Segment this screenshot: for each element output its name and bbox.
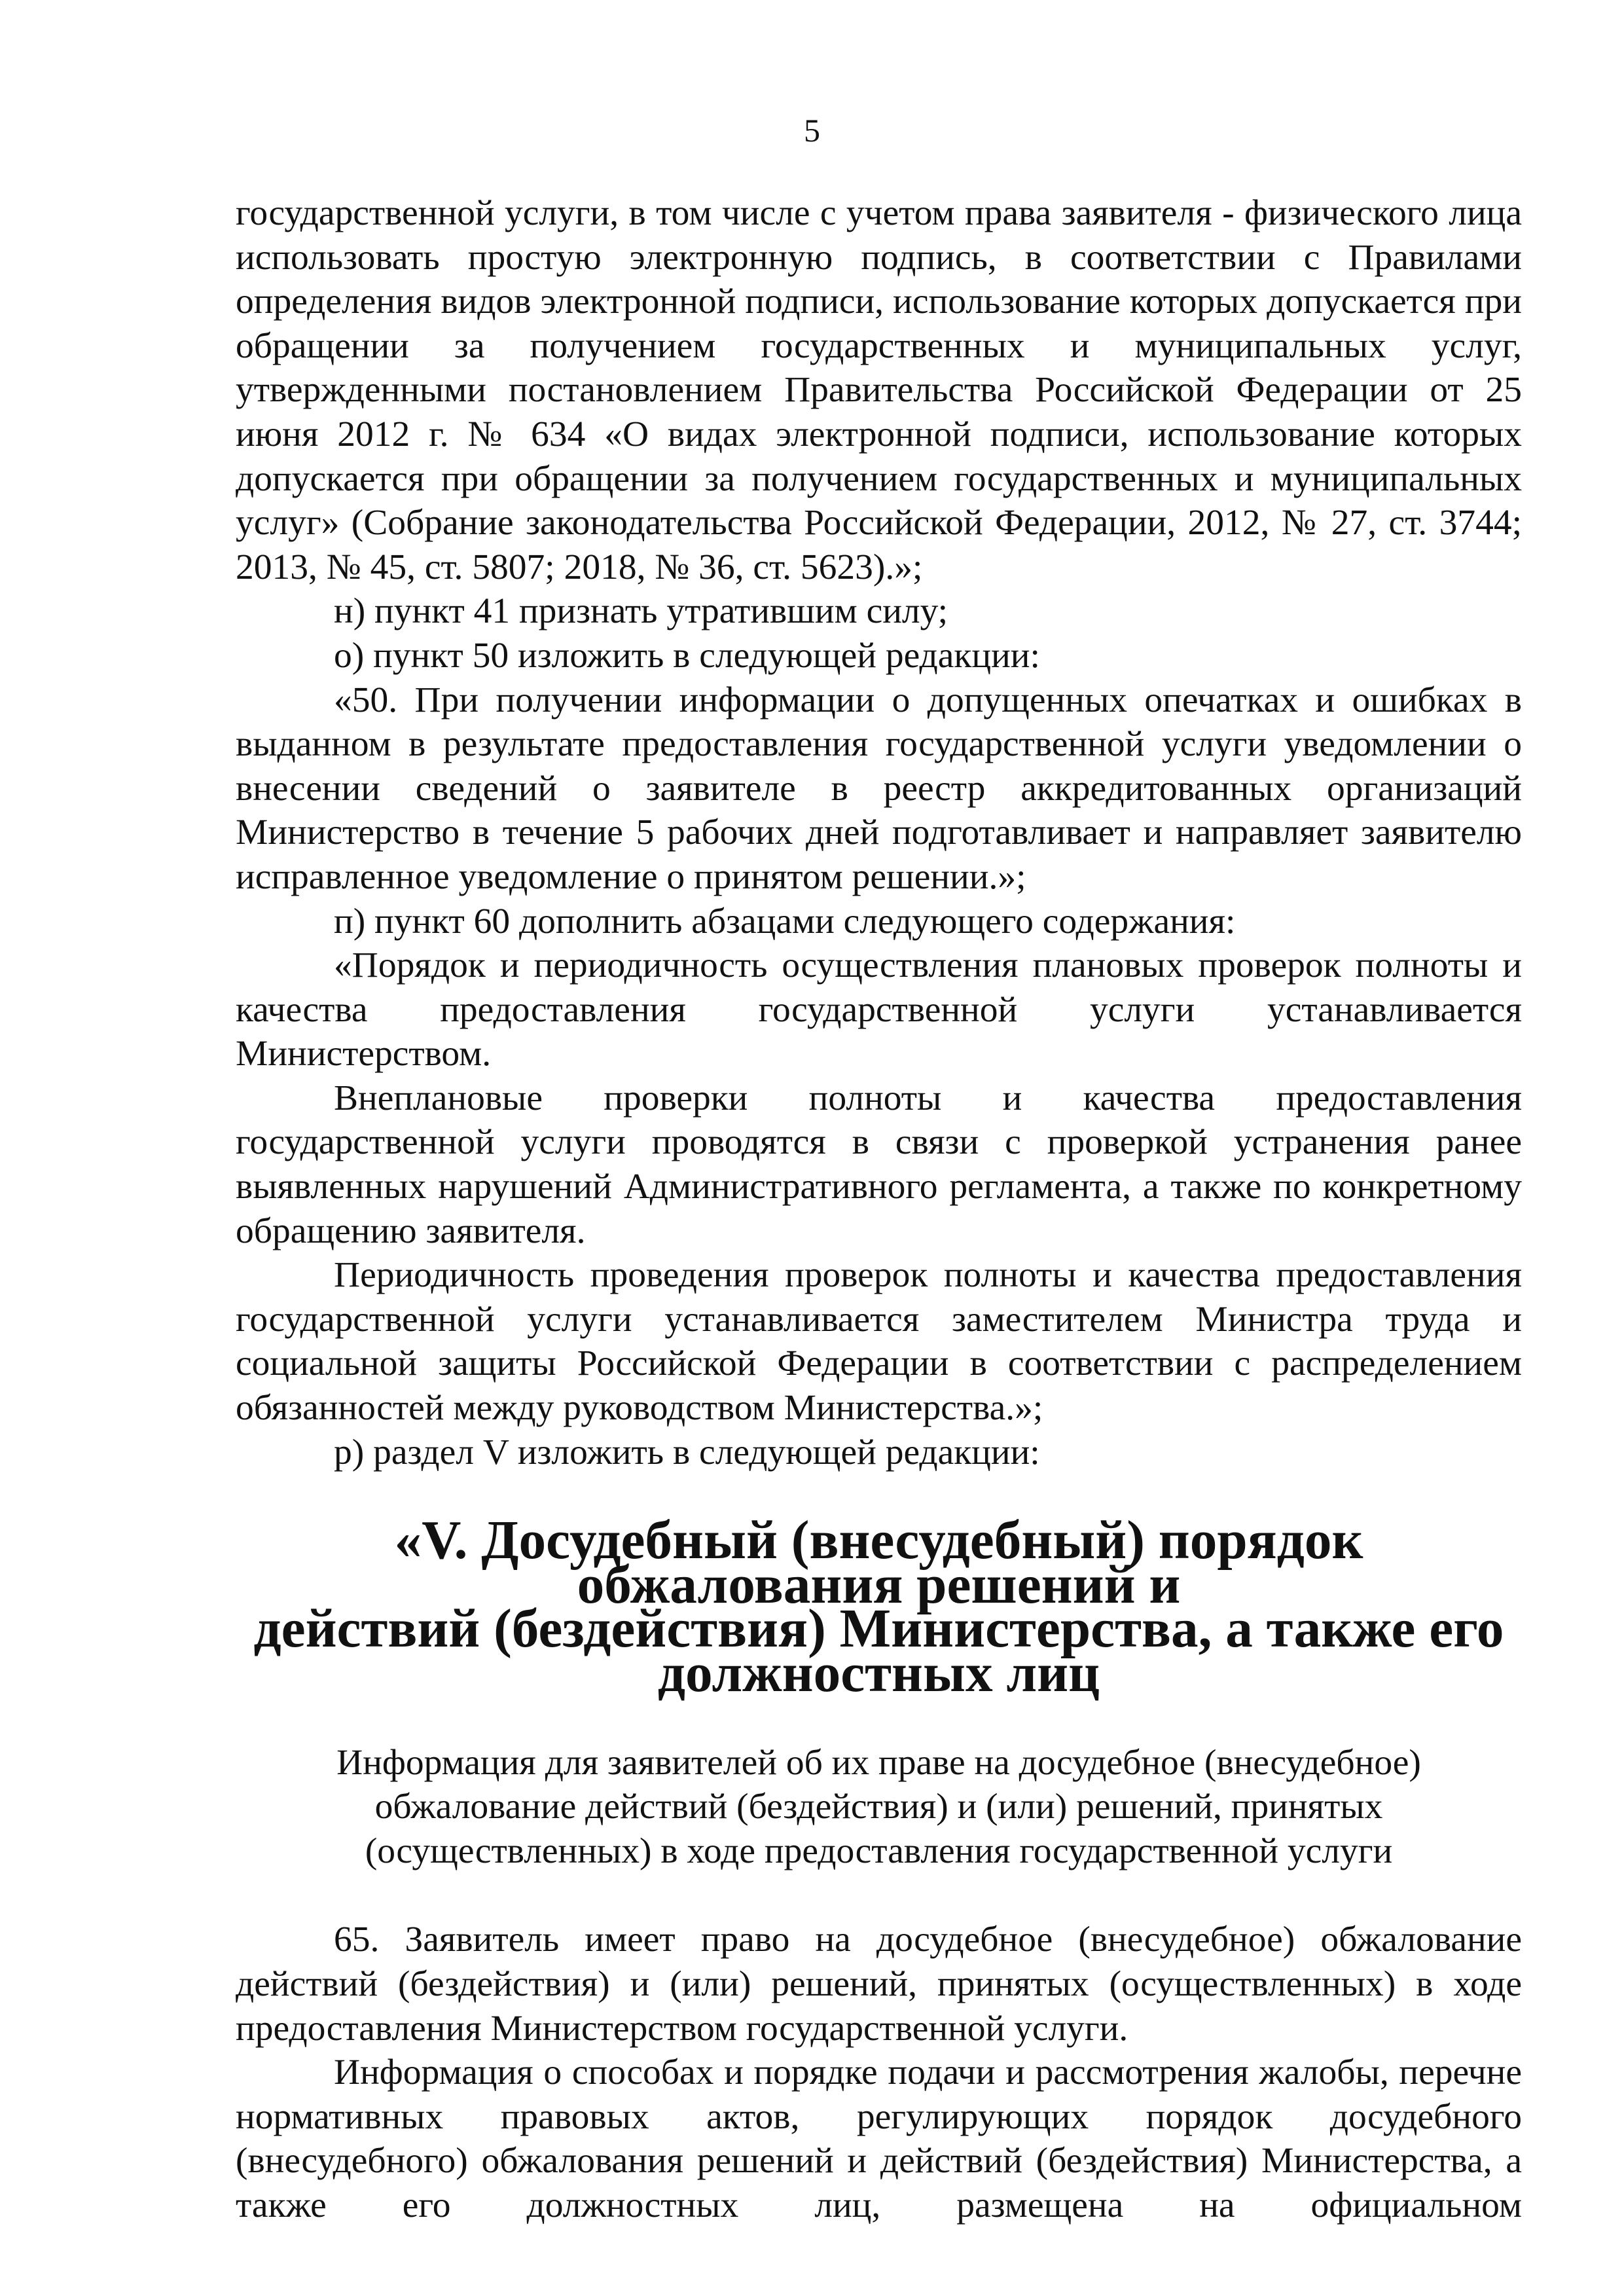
paragraph-unplanned-checks: Внеплановые проверки полноты и качества предоставления государственной услуги проводятся в связи с проверкой устранения ранее выявленных нарушений Административного регламента, а также по конкретному обращению заявителя. (236, 1078, 1522, 1251)
paragraph-continuation: государственной услуги, в том числе с учетом права заявителя - физического лица использовать простую электронную подпись, в соответствии с Правилами определения видов электронной подписи, использование которых допускается при обращении за получением государственных и муниципальных услуг, утвержденными постановлением Правительства Российской Федерации от 25 июня 2012 г. № 634 «О видах электронной подписи, использование которых допускается при обращении за получением государственных и муниципальных услуг» (Собрание законодательства Российской Федерации, 2012, № 27, ст. 3744; 2013, № 45, ст. 5807; 2018, № 36, ст. 5623).»; (236, 193, 1522, 587)
paragraph-check-frequency: Периодичность проведения проверок полноты и качества предоставления государственной услуги устанавливается заместителем Министра труда и социальной защиты Российской Федерации в соответствии с распределением обязанностей между руководством Министерства.»; (236, 1255, 1522, 1429)
paragraph-clause-50: «50. При получении информации о допущенных опечатках и ошибках в выданном в результате предоставления государственной услуги уведомлении о внесении сведений о заявителе в реестр аккредитованных организаций Министерство в течение 5 рабочих дней подготавливает и направляет заявителю исправленное уведомление о принятом решении.»; (236, 680, 1522, 897)
paragraph-item-r: р) раздел V изложить в следующей редакции: (334, 1432, 1040, 1472)
paragraph-item-o: о) пункт 50 изложить в следующей редакции: (334, 635, 1040, 676)
section-heading-line: «V. Досудебный (внесудебный) порядок обжалования решений и (394, 1510, 1363, 1615)
paragraph-complaint-info: Информация о способах и порядке подачи и рассмотрения жалобы, перечне нормативных правовых актов, регулирующих порядок досудебного (внесудебного) обжалования решений и действий (бездействия) Министерства, а также его должностных лиц, размещена на официальном (236, 2052, 1522, 2225)
subsection-heading-line: Информация для заявителей об их праве на досудебное (внесудебное) (336, 1742, 1421, 1783)
subsection-heading (236, 1741, 1522, 1874)
page-number: 5 (804, 112, 820, 149)
document-body (236, 191, 1522, 2228)
spacer (236, 1873, 1522, 1918)
section-heading-line: действий (бездействия) Министерства, а также его должностных лиц (253, 1599, 1504, 1704)
paragraph-planned-checks: «Порядок и периодичность осуществления плановых проверок полноты и качества предоставления государственной услуги устанавливается Министерством. (236, 945, 1522, 1074)
subsection-heading-line: (осуществленных) в ходе предоставления государственной услуги (365, 1831, 1393, 1871)
paragraph-item-p: п) пункт 60 дополнить абзацами следующего содержания: (334, 901, 1236, 941)
paragraph-clause-65: 65. Заявитель имеет право на досудебное (внесудебное) обжалование действий (бездействия) и (или) решений, принятых (осуществленных) в ходе предоставления Министерством государственной услуги. (236, 1920, 1522, 2049)
subsection-heading-line: обжалование действий (бездействия) и (или) решений, принятых (374, 1787, 1383, 1827)
section-heading (236, 1510, 1522, 1704)
paragraph-item-n: н) пункт 41 признать утратившим силу; (334, 591, 948, 632)
